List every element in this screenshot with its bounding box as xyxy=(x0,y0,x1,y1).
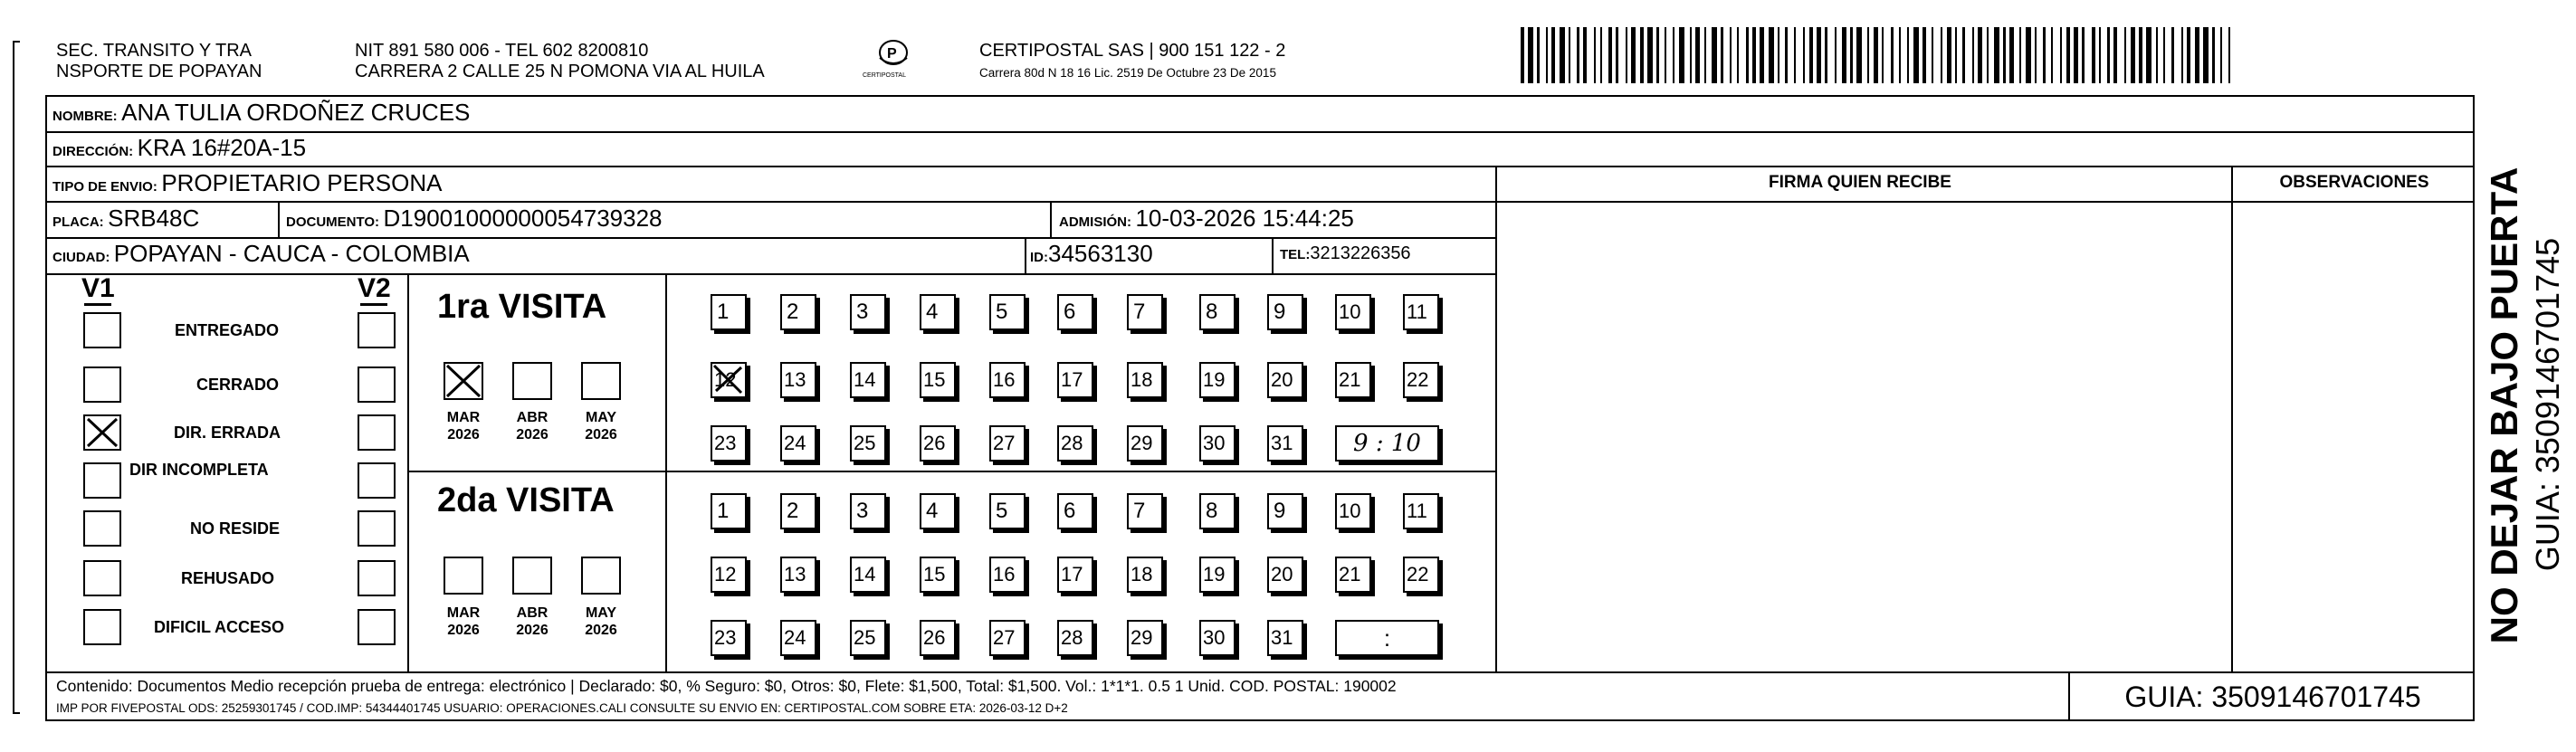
contenido-text: Contenido: Documentos Medio recepción prueba de entrega: electrónico | Declarado: $0, % Seguro: $0, Otros: $0, Flete: $1,500, Total: $1,500. Vol.: 1*1*1. 0.5 1 Unid. COD. POSTAL: 190002 xyxy=(56,677,1397,695)
nombre-value: ANA TULIA ORDOÑEZ CRUCES xyxy=(121,99,471,126)
barcode-bar xyxy=(1972,27,1974,83)
barcode-bar xyxy=(1546,27,1548,83)
barcode-bar xyxy=(2035,27,2037,83)
month-checkbox[interactable] xyxy=(581,362,621,400)
barcode-bar xyxy=(1891,27,1894,83)
divider xyxy=(1025,237,1026,273)
barcode-bar xyxy=(1737,27,1739,83)
barcode-bar xyxy=(1640,27,1644,83)
barcode-bar xyxy=(2051,27,2053,83)
barcode-bar xyxy=(1913,27,1919,83)
tipo-envio-label: TIPO DE ENVIO: xyxy=(52,179,157,195)
placa-value: SRB48C xyxy=(108,205,200,232)
placa-label: PLACA: xyxy=(52,214,104,230)
barcode-bar xyxy=(1962,27,1965,83)
barcode-bar xyxy=(2060,27,2062,83)
barcode-bar xyxy=(1752,27,1756,83)
imp-text: IMP POR FIVEPOSTAL ODS: 25259301745 / COD.IMP: 54344401745 USUARIO: OPERACIONES.CALI CONSULTE SU ENVIO EN: CERTIPOSTAL.COM SOBRE ETA: 2026-03-12 D+2 xyxy=(56,701,1068,715)
status-label: ENTREGADO xyxy=(175,321,280,339)
divider xyxy=(45,166,2475,167)
day-box[interactable]: 7 xyxy=(1127,294,1163,330)
divider xyxy=(278,201,280,237)
v1-checkbox[interactable] xyxy=(83,366,121,403)
barcode-bar xyxy=(1760,27,1764,83)
day-box[interactable]: 14 xyxy=(850,557,886,593)
day-box[interactable]: 2 xyxy=(780,493,816,529)
day-box[interactable]: 28 xyxy=(1057,620,1093,656)
day-box[interactable]: 20 xyxy=(1267,557,1303,593)
ciudad-label: CIUDAD: xyxy=(52,250,110,265)
day-box[interactable]: 25 xyxy=(850,620,886,656)
barcode-bar xyxy=(1673,27,1674,83)
day-box[interactable]: 12 xyxy=(711,557,747,593)
v1-checkbox[interactable] xyxy=(83,560,121,596)
barcode-bar xyxy=(2163,27,2165,83)
v1-header: V1 xyxy=(81,273,115,303)
day-box[interactable]: 1 xyxy=(711,493,747,529)
time-box[interactable]: 9 : 10 xyxy=(1335,425,1439,462)
nombre-row xyxy=(52,98,470,131)
status-label: DIR. ERRADA xyxy=(174,424,281,442)
barcode-bar xyxy=(1817,27,1821,83)
day-box[interactable]: 5 xyxy=(989,493,1026,529)
v1-checkbox[interactable] xyxy=(83,609,121,645)
id-cell xyxy=(1030,239,1153,272)
barcode-bar xyxy=(1521,27,1524,83)
day-box[interactable]: 11 xyxy=(1403,294,1439,330)
nit-line-1: NIT 891 580 006 - TEL 602 8200810 xyxy=(355,41,649,61)
day-box[interactable]: 28 xyxy=(1057,425,1093,462)
barcode-bar xyxy=(2228,27,2230,83)
day-box[interactable]: 31 xyxy=(1267,425,1303,462)
id-label: ID: xyxy=(1030,250,1048,265)
barcode-bar xyxy=(2019,27,2021,83)
day-box[interactable]: 8 xyxy=(1199,493,1236,529)
barcode-bar xyxy=(1712,27,1717,83)
day-box[interactable]: 24 xyxy=(780,620,816,656)
divider xyxy=(1495,166,1497,672)
month-checkbox[interactable] xyxy=(512,557,552,595)
day-check-mark xyxy=(711,362,747,398)
tipo-envio-value: PROPIETARIO PERSONA xyxy=(161,169,443,196)
barcode-bar xyxy=(2092,27,2095,83)
day-box[interactable]: 18 xyxy=(1127,362,1163,398)
guia-box: GUIA: 3509146701745 xyxy=(2124,681,2421,713)
status-label: DIFICIL ACCESO xyxy=(154,618,285,636)
day-box[interactable]: 30 xyxy=(1199,425,1236,462)
day-box[interactable]: 7 xyxy=(1127,493,1163,529)
barcode-bar xyxy=(1882,27,1884,83)
status-label: CERRADO xyxy=(196,376,280,394)
day-box[interactable]: 26 xyxy=(920,425,956,462)
second-visit-title: 2da VISITA xyxy=(437,481,615,519)
day-box[interactable]: 15 xyxy=(920,557,956,593)
side-guia-text: GUIA: 3509146701745 xyxy=(2529,237,2566,572)
divider xyxy=(45,671,2475,673)
day-box[interactable]: 4 xyxy=(920,294,956,330)
barcode-bar xyxy=(2171,27,2174,83)
barcode-bar xyxy=(1679,27,1684,83)
day-box[interactable]: 10 xyxy=(1335,493,1371,529)
no-dejar-bajo-puerta-notice xyxy=(2482,90,2527,719)
day-box[interactable]: 19 xyxy=(1199,557,1236,593)
courier-logo xyxy=(855,36,932,86)
month-label: MAY 2026 xyxy=(585,410,617,443)
courier-line-2: Carrera 80d N 18 16 Lic. 2519 De Octubre 23 De 2015 xyxy=(979,66,1276,80)
barcode-bar xyxy=(1955,27,1957,83)
month-checkbox[interactable] xyxy=(512,362,552,400)
barcode-bar xyxy=(2003,27,2006,83)
day-box[interactable]: 13 xyxy=(780,557,816,593)
barcode-bar xyxy=(1647,27,1653,83)
notice-text: NO DEJAR BAJO PUERTA xyxy=(2483,167,2525,644)
barcode-bar xyxy=(1922,27,1926,83)
barcode-bar xyxy=(1695,27,1700,83)
barcode-bar xyxy=(1551,27,1555,83)
page-edge-bracket xyxy=(13,41,20,714)
divider xyxy=(45,201,2475,203)
day-box[interactable]: 16 xyxy=(989,557,1026,593)
direccion-label: DIRECCIÓN: xyxy=(52,144,134,159)
status-label: REHUSADO xyxy=(181,569,275,587)
day-box[interactable]: 4 xyxy=(920,493,956,529)
day-box[interactable]: 5 xyxy=(989,294,1026,330)
month-checkbox[interactable] xyxy=(581,557,621,595)
barcode-bar xyxy=(1932,27,1933,83)
documento-label: DOCUMENTO: xyxy=(286,214,380,230)
day-box[interactable]: 1 xyxy=(711,294,747,330)
v1-checkbox[interactable] xyxy=(83,462,121,499)
day-box[interactable]: 17 xyxy=(1057,362,1093,398)
month-label: MAY 2026 xyxy=(585,605,617,638)
day-box[interactable]: 22 xyxy=(1403,362,1439,398)
day-box[interactable]: 21 xyxy=(1335,557,1371,593)
day-box[interactable]: 6 xyxy=(1057,493,1093,529)
day-box[interactable]: 26 xyxy=(920,620,956,656)
barcode-bar xyxy=(2220,27,2222,83)
barcode-bar xyxy=(1907,27,1909,83)
admision-cell xyxy=(1059,204,1354,237)
barcode-bar xyxy=(1583,27,1587,83)
barcode-bar xyxy=(2099,27,2101,83)
barcode-bar xyxy=(2074,27,2078,83)
v1-checkbox[interactable] xyxy=(83,510,121,547)
month-label: ABR 2026 xyxy=(516,410,549,443)
barcode-bar xyxy=(1899,27,1901,83)
org-line-1: SEC. TRANSITO Y TRA xyxy=(56,41,252,61)
day-box[interactable]: 29 xyxy=(1127,620,1163,656)
day-box[interactable]: 11 xyxy=(1403,493,1439,529)
barcode-bar xyxy=(1867,27,1869,83)
day-box[interactable]: 17 xyxy=(1057,557,1093,593)
tipo-envio-row xyxy=(52,168,442,202)
org-line-2: NSPORTE DE POPAYAN xyxy=(56,62,262,81)
barcode-bar xyxy=(1803,27,1805,83)
day-box[interactable]: 25 xyxy=(850,425,886,462)
ciudad-value: POPAYAN - CAUCA - COLOMBIA xyxy=(113,240,470,267)
barcode-bar xyxy=(2124,27,2126,83)
day-box[interactable]: 18 xyxy=(1127,557,1163,593)
first-visit-title: 1ra VISITA xyxy=(437,288,607,326)
barcode-bar xyxy=(2139,27,2142,83)
day-box[interactable]: 29 xyxy=(1127,425,1163,462)
v2-checkbox[interactable] xyxy=(358,462,396,499)
day-box[interactable]: 19 xyxy=(1199,362,1236,398)
status-label: NO RESIDE xyxy=(190,519,281,538)
barcode-bar xyxy=(1594,27,1596,83)
placa-cell xyxy=(52,204,199,237)
barcode-bar xyxy=(1560,27,1565,83)
day-box[interactable]: 2 xyxy=(780,294,816,330)
barcode-bar xyxy=(2009,27,2014,83)
barcode xyxy=(1521,27,2231,83)
barcode-bar xyxy=(2131,27,2135,83)
day-box[interactable]: 27 xyxy=(989,425,1026,462)
barcode-bar xyxy=(1850,27,1853,83)
documento-cell xyxy=(286,204,663,237)
barcode-bar xyxy=(1769,27,1774,83)
barcode-bar xyxy=(1537,27,1540,83)
divider xyxy=(407,471,1495,472)
barcode-bar xyxy=(2181,27,2183,83)
direccion-value: KRA 16#20A-15 xyxy=(137,134,307,161)
tel-value: 3213226356 xyxy=(1310,243,1411,263)
barcode-bar xyxy=(1978,27,1982,83)
day-box[interactable]: 9 xyxy=(1267,294,1303,330)
time-box[interactable]: : xyxy=(1335,620,1439,656)
direccion-row xyxy=(52,133,306,167)
v2-checkbox[interactable] xyxy=(358,312,396,348)
divider xyxy=(1272,237,1274,273)
day-box[interactable]: 21 xyxy=(1335,362,1371,398)
id-value: 34563130 xyxy=(1048,240,1153,267)
barcode-bar xyxy=(2113,27,2117,83)
v2-checkbox[interactable] xyxy=(358,560,396,596)
barcode-bar xyxy=(1842,27,1846,83)
v1-checkbox[interactable] xyxy=(83,312,121,348)
barcode-bar xyxy=(2212,27,2215,83)
svg-text:P: P xyxy=(887,46,897,62)
v2-underline xyxy=(360,303,387,306)
ciudad-cell xyxy=(52,239,470,272)
day-box[interactable]: 16 xyxy=(989,362,1026,398)
barcode-bar xyxy=(2187,27,2190,83)
barcode-bar xyxy=(1809,27,1813,83)
day-box[interactable]: 10 xyxy=(1335,294,1371,330)
day-box[interactable]: 31 xyxy=(1267,620,1303,656)
barcode-bar xyxy=(1856,27,1862,83)
divider xyxy=(407,273,409,671)
tel-cell xyxy=(1280,239,1411,270)
barcode-bar xyxy=(1874,27,1878,83)
barcode-bar xyxy=(1746,27,1749,83)
barcode-bar xyxy=(2203,27,2209,83)
barcode-bar xyxy=(2082,27,2085,83)
v2-checkbox[interactable] xyxy=(358,510,396,547)
day-box[interactable]: 23 xyxy=(711,620,747,656)
v2-checkbox[interactable] xyxy=(358,414,396,451)
barcode-bar xyxy=(1600,27,1602,83)
barcode-bar xyxy=(1778,27,1779,83)
admision-label: ADMISIÓN: xyxy=(1059,214,1131,230)
barcode-bar xyxy=(1721,27,1723,83)
barcode-bar xyxy=(2146,27,2151,83)
day-box[interactable]: 30 xyxy=(1199,620,1236,656)
courier-line-1: CERTIPOSTAL SAS | 900 151 122 - 2 xyxy=(979,41,1286,61)
barcode-bar xyxy=(2156,27,2158,83)
month-label: ABR 2026 xyxy=(516,605,549,638)
v2-header: V2 xyxy=(358,273,391,303)
barcode-bar xyxy=(1616,27,1618,83)
day-box[interactable]: 15 xyxy=(920,362,956,398)
barcode-bar xyxy=(2195,27,2199,83)
divider xyxy=(1050,201,1052,237)
month-checkbox[interactable] xyxy=(444,362,483,400)
day-box[interactable]: 3 xyxy=(850,493,886,529)
tel-label: TEL: xyxy=(1280,247,1311,262)
logo-wordmark: CERTIPOSTAL xyxy=(863,72,906,79)
month-checkbox[interactable] xyxy=(444,557,483,595)
barcode-bar xyxy=(1608,27,1612,83)
divider xyxy=(45,273,1495,275)
side-guia xyxy=(2530,90,2566,719)
divider xyxy=(45,131,2475,133)
nombre-label: NOMBRE: xyxy=(52,109,118,124)
barcode-bar xyxy=(1941,27,1942,83)
barcode-bar xyxy=(1825,27,1827,83)
day-box[interactable]: 12 xyxy=(711,362,747,398)
barcode-bar xyxy=(1656,27,1659,83)
day-box[interactable]: 13 xyxy=(780,362,816,398)
barcode-bar xyxy=(1690,27,1692,83)
barcode-bar xyxy=(1569,27,1570,83)
barcode-bar xyxy=(2066,27,2070,83)
day-box[interactable]: 9 xyxy=(1267,493,1303,529)
day-box[interactable]: 24 xyxy=(780,425,816,462)
day-box[interactable]: 8 xyxy=(1199,294,1236,330)
admision-value: 10-03-2026 15:44:25 xyxy=(1135,205,1354,232)
divider xyxy=(2068,671,2070,721)
barcode-bar xyxy=(1730,27,1732,83)
barcode-bar xyxy=(1631,27,1636,83)
nit-line-2: CARRERA 2 CALLE 25 N POMONA VIA AL HUILA xyxy=(355,62,765,81)
observaciones-header: OBSERVACIONES xyxy=(2279,173,2429,192)
v1-checkbox[interactable] xyxy=(83,414,121,451)
barcode-bar xyxy=(1947,27,1951,83)
barcode-bar xyxy=(1626,27,1627,83)
v2-checkbox[interactable] xyxy=(358,609,396,645)
barcode-bar xyxy=(1577,27,1579,83)
status-label: DIR INCOMPLETA xyxy=(129,461,269,479)
day-box[interactable]: 23 xyxy=(711,425,747,462)
barcode-bar xyxy=(1785,27,1788,83)
day-box[interactable]: 27 xyxy=(989,620,1026,656)
divider xyxy=(665,273,667,671)
documento-value: D19001000000054739328 xyxy=(383,205,663,232)
v1-underline xyxy=(84,303,111,306)
barcode-bar xyxy=(2107,27,2110,83)
firma-header: FIRMA QUIEN RECIBE xyxy=(1769,173,1951,192)
day-box[interactable]: 22 xyxy=(1403,557,1439,593)
month-label: MAR 2026 xyxy=(446,605,481,638)
barcode-bar xyxy=(1794,27,1796,83)
barcode-bar xyxy=(1994,27,1999,83)
barcode-bar xyxy=(1987,27,1989,83)
barcode-bar xyxy=(2043,27,2046,83)
barcode-bar xyxy=(1704,27,1706,83)
barcode-bar xyxy=(2026,27,2031,83)
barcode-bar xyxy=(1665,27,1666,83)
divider xyxy=(2231,166,2233,672)
barcode-bar xyxy=(1835,27,1837,83)
day-box[interactable]: 6 xyxy=(1057,294,1093,330)
month-label: MAR 2026 xyxy=(446,410,481,443)
day-box[interactable]: 14 xyxy=(850,362,886,398)
v2-checkbox[interactable] xyxy=(358,366,396,403)
day-box[interactable]: 20 xyxy=(1267,362,1303,398)
barcode-bar xyxy=(1528,27,1533,83)
day-box[interactable]: 3 xyxy=(850,294,886,330)
